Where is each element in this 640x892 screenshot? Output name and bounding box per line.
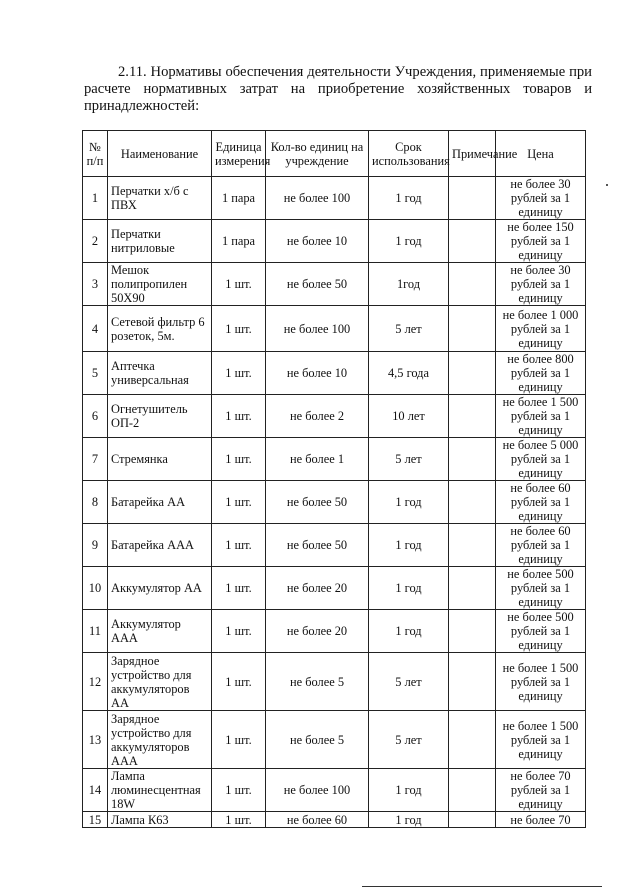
cell-unit: 1 шт. <box>212 263 266 306</box>
cell-name: Перчатки нитриловые <box>108 220 212 263</box>
cell-price: не более 1 000 рублей за 1 единицу <box>496 306 586 352</box>
cell-note <box>449 352 496 395</box>
cell-quantity: не более 10 <box>266 352 369 395</box>
cell-quantity: не более 50 <box>266 263 369 306</box>
cell-quantity: не более 100 <box>266 306 369 352</box>
cell-number: 14 <box>83 769 108 812</box>
section-heading-text: 2.11. Нормативы обеспечения деятельности Учреждения, применяемые при расчете нормативных затрат на приобретение хозяйственных товаров и принадлежностей: <box>84 64 592 114</box>
cell-number: 5 <box>83 352 108 395</box>
header-price: Цена <box>496 131 586 177</box>
cell-term: 4,5 года <box>369 352 449 395</box>
cell-unit: 1 шт. <box>212 812 266 828</box>
cell-term: 5 лет <box>369 711 449 769</box>
cell-term: 1 год <box>369 481 449 524</box>
table-row <box>83 438 586 481</box>
header-number: № п/п <box>83 131 108 177</box>
header-term: Срок использования <box>369 131 449 177</box>
cell-number: 15 <box>83 812 108 828</box>
table-row <box>83 263 586 306</box>
bottom-rule <box>362 886 602 887</box>
cell-term: 5 лет <box>369 306 449 352</box>
cell-number: 1 <box>83 177 108 220</box>
cell-note <box>449 220 496 263</box>
cell-note <box>449 610 496 653</box>
cell-term: 1 год <box>369 220 449 263</box>
cell-number: 4 <box>83 306 108 352</box>
cell-name: Огнетушитель ОП-2 <box>108 395 212 438</box>
cell-quantity: не более 5 <box>266 653 369 711</box>
cell-price: не более 70 рублей за 1 единицу <box>496 769 586 812</box>
cell-term: 1 год <box>369 177 449 220</box>
cell-term: 1 год <box>369 610 449 653</box>
cell-price: не более 800 рублей за 1 единицу <box>496 352 586 395</box>
cell-number: 7 <box>83 438 108 481</box>
cell-quantity: не более 50 <box>266 524 369 567</box>
cell-price: не более 1 500 рублей за 1 единицу <box>496 711 586 769</box>
cell-quantity: не более 20 <box>266 567 369 610</box>
cell-note <box>449 481 496 524</box>
cell-name: Сетевой фильтр 6 розеток, 5м. <box>108 306 212 352</box>
cell-unit: 1 пара <box>212 220 266 263</box>
cell-name: Аккумулятор ААА <box>108 610 212 653</box>
header-quantity: Кол-во единиц на учреждение <box>266 131 369 177</box>
cell-number: 8 <box>83 481 108 524</box>
cell-price: не более 500 рублей за 1 единицу <box>496 610 586 653</box>
cell-unit: 1 шт. <box>212 610 266 653</box>
cell-number: 9 <box>83 524 108 567</box>
cell-quantity: не более 20 <box>266 610 369 653</box>
cell-note <box>449 524 496 567</box>
cell-note <box>449 812 496 828</box>
table-row <box>83 220 586 263</box>
cell-quantity: не более 50 <box>266 481 369 524</box>
cell-price: не более 60 рублей за 1 единицу <box>496 481 586 524</box>
scan-mark <box>606 184 608 186</box>
cell-number: 13 <box>83 711 108 769</box>
cell-note <box>449 395 496 438</box>
cell-note <box>449 769 496 812</box>
cell-quantity: не более 1 <box>266 438 369 481</box>
cell-name: Лампа люминесцентная 18W <box>108 769 212 812</box>
table-row <box>83 610 586 653</box>
cell-price: не более 5 000 рублей за 1 единицу <box>496 438 586 481</box>
cell-name: Аккумулятор АА <box>108 567 212 610</box>
table-row <box>83 711 586 769</box>
table-row <box>83 567 586 610</box>
cell-term: 1 год <box>369 567 449 610</box>
cell-unit: 1 шт. <box>212 481 266 524</box>
cell-name: Перчатки х/б с ПВХ <box>108 177 212 220</box>
cell-unit: 1 пара <box>212 177 266 220</box>
norms-table <box>82 130 586 828</box>
cell-term: 1 год <box>369 812 449 828</box>
cell-term: 5 лет <box>369 438 449 481</box>
cell-quantity: не более 100 <box>266 177 369 220</box>
table-row <box>83 812 586 828</box>
cell-price: не более 1 500 рублей за 1 единицу <box>496 653 586 711</box>
cell-number: 12 <box>83 653 108 711</box>
cell-unit: 1 шт. <box>212 567 266 610</box>
header-note: Примечание <box>449 131 496 177</box>
cell-number: 2 <box>83 220 108 263</box>
cell-term: 1 год <box>369 769 449 812</box>
cell-price: не более 150 рублей за 1 единицу <box>496 220 586 263</box>
cell-unit: 1 шт. <box>212 306 266 352</box>
cell-unit: 1 шт. <box>212 524 266 567</box>
cell-note <box>449 438 496 481</box>
cell-note <box>449 263 496 306</box>
cell-unit: 1 шт. <box>212 711 266 769</box>
cell-unit: 1 шт. <box>212 653 266 711</box>
cell-unit: 1 шт. <box>212 395 266 438</box>
cell-term: 10 лет <box>369 395 449 438</box>
cell-term: 5 лет <box>369 653 449 711</box>
cell-note <box>449 711 496 769</box>
table-body <box>83 177 586 828</box>
cell-name: Зарядное устройство для аккумуляторов АА <box>108 653 212 711</box>
cell-note <box>449 653 496 711</box>
table-row <box>83 769 586 812</box>
cell-price: не более 500 рублей за 1 единицу <box>496 567 586 610</box>
cell-name: Зарядное устройство для аккумуляторов ААА <box>108 711 212 769</box>
table-row <box>83 653 586 711</box>
cell-name: Аптечка универсальная <box>108 352 212 395</box>
cell-price: не более 30 рублей за 1 единицу <box>496 263 586 306</box>
section-heading <box>84 64 592 115</box>
cell-name: Батарейка ААА <box>108 524 212 567</box>
table-row <box>83 481 586 524</box>
cell-name: Мешок полипропилен 50Х90 <box>108 263 212 306</box>
cell-price: не более 60 рублей за 1 единицу <box>496 524 586 567</box>
header-unit: Единица измерения <box>212 131 266 177</box>
header-name: Наименование <box>108 131 212 177</box>
table-row <box>83 395 586 438</box>
cell-unit: 1 шт. <box>212 438 266 481</box>
cell-quantity: не более 100 <box>266 769 369 812</box>
cell-number: 6 <box>83 395 108 438</box>
cell-quantity: не более 5 <box>266 711 369 769</box>
cell-note <box>449 567 496 610</box>
cell-name: Лампа К63 <box>108 812 212 828</box>
cell-price: не более 70 <box>496 812 586 828</box>
cell-unit: 1 шт. <box>212 352 266 395</box>
cell-note <box>449 177 496 220</box>
cell-number: 10 <box>83 567 108 610</box>
cell-number: 11 <box>83 610 108 653</box>
cell-name: Батарейка АА <box>108 481 212 524</box>
cell-quantity: не более 2 <box>266 395 369 438</box>
table-row <box>83 306 586 352</box>
table-row <box>83 524 586 567</box>
cell-term: 1год <box>369 263 449 306</box>
cell-term: 1 год <box>369 524 449 567</box>
cell-quantity: не более 60 <box>266 812 369 828</box>
table-row <box>83 352 586 395</box>
cell-name: Стремянка <box>108 438 212 481</box>
cell-price: не более 1 500 рублей за 1 единицу <box>496 395 586 438</box>
cell-note <box>449 306 496 352</box>
table-header-row <box>83 131 586 177</box>
cell-number: 3 <box>83 263 108 306</box>
cell-quantity: не более 10 <box>266 220 369 263</box>
cell-unit: 1 шт. <box>212 769 266 812</box>
cell-price: не более 30 рублей за 1 единицу <box>496 177 586 220</box>
table-row <box>83 177 586 220</box>
